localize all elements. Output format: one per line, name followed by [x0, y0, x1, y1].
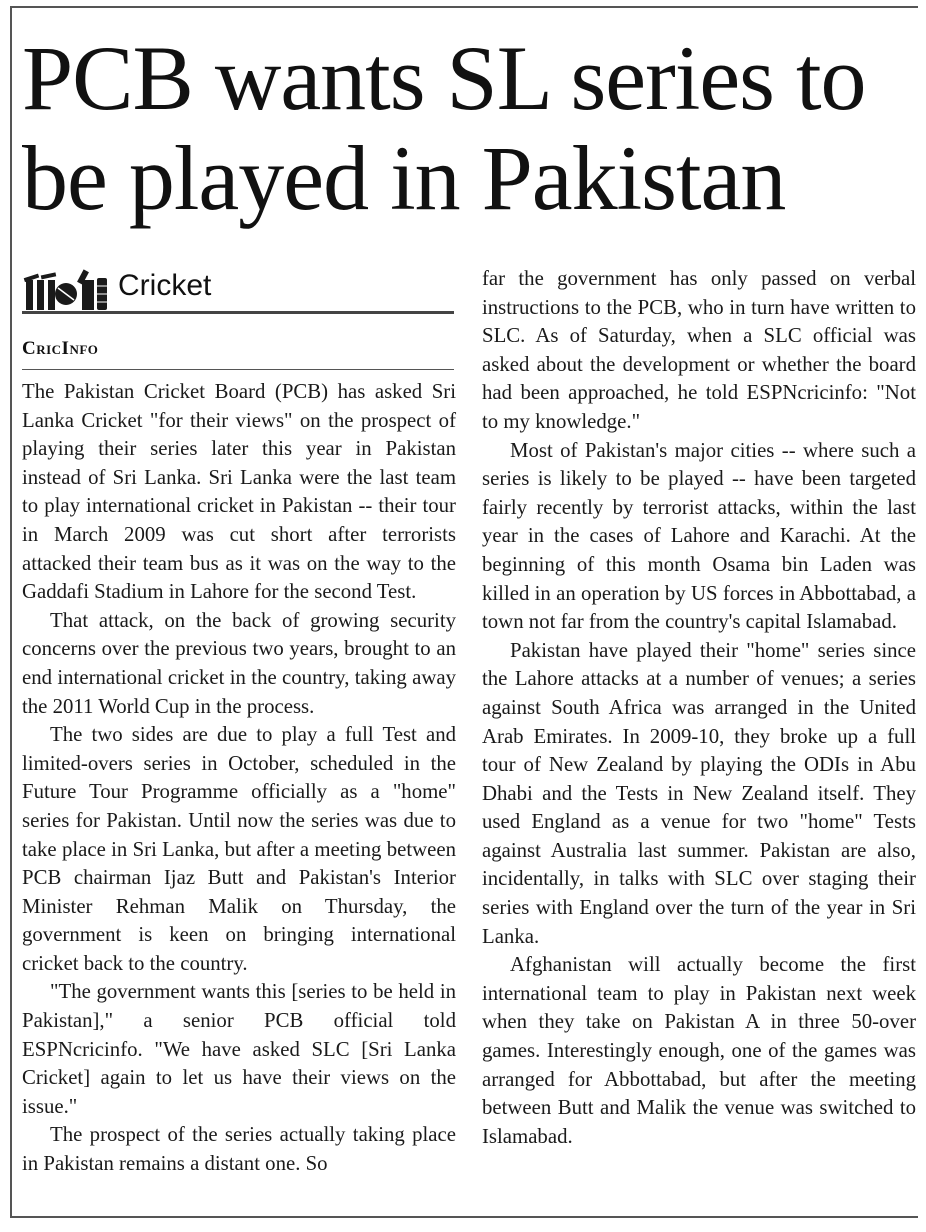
article-paragraph: Afghanistan will actually become the first international team to play in Pakistan next week when they take on Pakistan A in three 50-over games. Interestingly enough, one of the games was arranged for Abbottabad, but after the meeting between Butt and Malik the venue was switched to Islamabad. — [482, 953, 916, 1148]
left-border-rule — [10, 6, 12, 1216]
article-paragraph: far the government has only passed on verbal instructions to the PCB, who in turn have written to SLC. As of Saturday, when a SLC official was asked about the development or whether the board had been approached, he told ESPNcricinfo: "Not to my knowledge." — [482, 267, 916, 433]
bottom-border-rule — [10, 1216, 918, 1218]
article-column-left — [22, 378, 456, 1179]
top-border-rule — [10, 6, 918, 8]
byline: CricInfo — [22, 338, 454, 370]
article-paragraph: The Pakistan Cricket Board (PCB) has asked Sri Lanka Cricket "for their views" on the prospect of playing their series later this year in Pakistan instead of Sri Lanka. Sri Lanka were the last team to play international cricket in Pakistan -- their tour in March 2009 was cut short after terrorists attacked their team bus as it was on the way to the Gaddafi Stadium in Lahore for the second Test. — [22, 380, 456, 604]
article-paragraph: Most of Pakistan's major cities -- where such a series is likely to be played -- have been targeted fairly recently by terrorist attacks, within the last year in the cases of Lahore and Karachi. At the beginning of this month Osama bin Laden was killed in an operation by US forces in Abbottabad, a town not far from the country's capital Islamabad. — [482, 438, 916, 634]
article-paragraph: The prospect of the series actually taking place in Pakistan remains a distant one. So — [22, 1123, 456, 1176]
article-paragraph: The two sides are due to play a full Test and limited-overs series in October, scheduled in the Future Tour Programme officially as a "home" series for Pakistan. Until now the series was due to take place in Sri Lanka, but after a meeting between PCB chairman Ijaz Butt and Pakistan's Interior Minister Rehman Malik on Thursday, the government is keen on bringing international cricket back to the country. — [22, 723, 456, 975]
article-paragraph: Pakistan have played their "home" series since the Lahore attacks at a number of venues; a series against South Africa was arranged in the United Arab Emirates. In 2009-10, they broke up a full tour of New Zealand by playing the ODIs in Abu Dhabi and the Tests in New Zealand itself. They used England as a venue for two "home" Tests against Australia last summer. Pakistan are also, incidentally, in talks with SLC over staging their series with England over the turn of the year in Sri Lanka. — [482, 638, 916, 948]
cricket-equipment-icon — [22, 264, 110, 310]
article-column-right — [482, 265, 916, 1151]
section-rule — [22, 311, 454, 314]
article-paragraph: That attack, on the back of growing security concerns over the previous two years, brought to an end international cricket in the country, taking away the 2011 World Cup in the process. — [22, 608, 456, 718]
section-label: Cricket — [118, 269, 212, 302]
headline: PCB wants SL series to be played in Pakistan — [22, 27, 866, 229]
section-header — [22, 262, 454, 314]
article-paragraph: "The government wants this [series to be held in Pakistan]," a senior PCB official told ESPNcricinfo. "We have asked SLC [Sri Lanka Cricket] again to let us have their views on the issue." — [22, 980, 456, 1118]
